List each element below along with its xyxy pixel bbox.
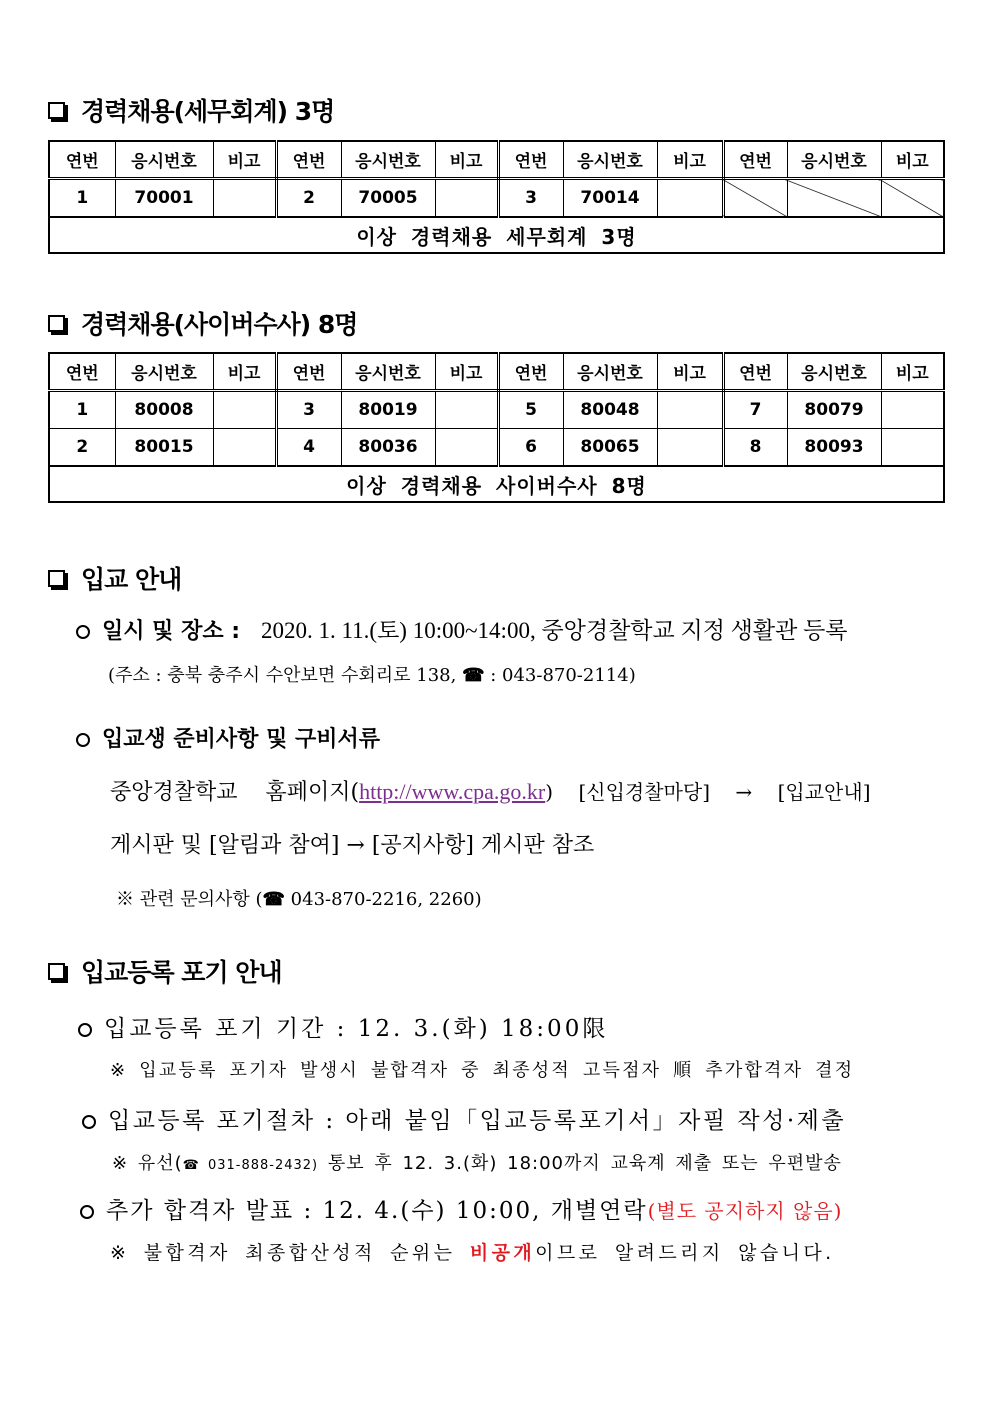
ranking-nondisclosure-note — [110, 1238, 835, 1265]
cell-no: 5 — [498, 391, 563, 429]
header-no: 연번 — [276, 353, 341, 391]
cyber-investigation-table — [48, 352, 945, 503]
table-row — [49, 179, 944, 218]
checkbox-square-icon — [48, 963, 65, 980]
cell-note — [881, 391, 944, 429]
announcement-red-note: (별도 공지하지 않음) — [647, 1199, 843, 1223]
circle-bullet-icon — [76, 733, 90, 747]
section-title-tax-accounting — [48, 92, 334, 128]
cell-note — [435, 391, 498, 429]
withdrawal-note-text: ※ 입교등록 포기자 발생시 불합격자 중 최종성적 고득점자 順 추가합격자 결정 — [110, 1060, 855, 1081]
cell-exam-id: 70001 — [115, 179, 213, 218]
cell-exam-id: 80093 — [787, 429, 881, 467]
header-exam-id: 응시번호 — [115, 141, 213, 179]
cell-note — [657, 391, 723, 429]
cell-exam-id: 80008 — [115, 391, 213, 429]
section-title-text: 경력채용(사이버수사) 8명 — [81, 310, 358, 339]
withdrawal-period-text: 입교등록 포기 기간 : 12. 3.(화) 18:00限 — [104, 1016, 609, 1042]
cell-no: 1 — [49, 391, 115, 429]
preparation-heading — [76, 722, 380, 753]
notify-deadline-text: 통보 후 12. 3.(화) 18:00까지 교육계 제출 또는 우편발송 — [318, 1153, 842, 1174]
checkbox-square-icon — [48, 102, 65, 119]
nondisclosure-highlight: 비공개 — [469, 1242, 536, 1264]
header-no: 연번 — [49, 141, 115, 179]
cell-note — [213, 391, 276, 429]
circle-bullet-icon — [82, 1115, 96, 1129]
header-exam-id: 응시번호 — [115, 353, 213, 391]
empty-slashed-cell — [723, 179, 787, 218]
header-exam-id: 응시번호 — [341, 353, 435, 391]
cell-exam-id: 80015 — [115, 429, 213, 467]
cell-no: 6 — [498, 429, 563, 467]
section-title-admission-guide — [48, 560, 181, 596]
cell-no: 3 — [498, 179, 563, 218]
empty-slashed-cell — [787, 179, 881, 218]
cell-note — [657, 179, 723, 218]
header-exam-id: 응시번호 — [787, 353, 881, 391]
phone-icon: ☎ — [462, 665, 485, 686]
cell-no: 3 — [276, 391, 341, 429]
cell-note — [435, 179, 498, 218]
homepage-instructions-line1 — [110, 775, 945, 806]
inquiry-note — [116, 885, 482, 911]
section-title-withdrawal-guide — [48, 953, 282, 989]
table-header-row — [49, 353, 944, 391]
withdrawal-procedure — [82, 1102, 846, 1135]
cell-no: 7 — [723, 391, 787, 429]
menu-path-text: ) [신입경찰마당] → [입교안내] — [545, 780, 871, 804]
cell-exam-id: 80079 — [787, 391, 881, 429]
table-row — [49, 429, 944, 467]
table-total-row — [49, 217, 944, 253]
table-header-row — [49, 141, 944, 179]
header-note: 비고 — [881, 141, 944, 179]
cell-no: 4 — [276, 429, 341, 467]
additional-pass-announcement — [80, 1192, 843, 1225]
cell-no: 2 — [49, 429, 115, 467]
ranking-note-text: ※ 불합격자 최종합산성적 순위는 — [110, 1242, 470, 1264]
announcement-text: 추가 합격자 발표 : 12. 4.(수) 10:00, 개별연락 — [106, 1198, 648, 1224]
checkbox-square-icon — [48, 315, 65, 332]
cell-exam-id: 80036 — [341, 429, 435, 467]
header-no: 연번 — [276, 141, 341, 179]
withdrawal-period-note — [110, 1056, 854, 1082]
circle-bullet-icon — [78, 1023, 92, 1037]
withdrawal-procedure-note — [112, 1149, 842, 1175]
section-title-text: 경력채용(세무회계) 3명 — [81, 97, 335, 126]
header-no: 연번 — [498, 353, 563, 391]
checkbox-square-icon — [48, 570, 65, 587]
cell-note — [657, 429, 723, 467]
cell-note — [881, 429, 944, 467]
header-note: 비고 — [657, 141, 723, 179]
inquiry-phone: 043-870-2216, 2260) — [284, 889, 482, 910]
header-exam-id: 응시번호 — [563, 141, 657, 179]
datetime-value: 2020. 1. 11.(토) 10:00~14:00, 중앙경찰학교 지정 생활관 등록 — [261, 618, 848, 643]
header-note: 비고 — [213, 353, 276, 391]
section-title-cyber-investigation — [48, 305, 357, 341]
table-row — [49, 391, 944, 429]
phone-icon: ☎ — [262, 889, 285, 910]
header-exam-id: 응시번호 — [787, 141, 881, 179]
total-summary: 이상 경력채용 세무회계 3명 — [49, 217, 944, 253]
header-note: 비고 — [435, 141, 498, 179]
phone-number: : 043-870-2114) — [490, 665, 636, 686]
cell-exam-id: 80048 — [563, 391, 657, 429]
cell-exam-id: 70005 — [341, 179, 435, 218]
header-note: 비고 — [435, 353, 498, 391]
admission-address — [108, 661, 636, 687]
section-title-text: 입교 안내 — [81, 565, 182, 594]
section-title-text: 입교등록 포기 안내 — [81, 958, 282, 987]
withdrawal-period — [78, 1010, 608, 1043]
cell-note — [435, 429, 498, 467]
total-summary: 이상 경력채용 사이버수사 8명 — [49, 466, 944, 502]
cell-no: 8 — [723, 429, 787, 467]
preparation-label: 입교생 준비사항 및 구비서류 — [102, 726, 381, 752]
header-no: 연번 — [723, 353, 787, 391]
tax-accounting-table — [48, 140, 945, 254]
phone-icon: ☎ — [182, 1158, 200, 1173]
notify-label: ※ 유선( — [112, 1153, 183, 1174]
datetime-label: 일시 및 장소 : — [102, 619, 241, 644]
cell-note — [213, 179, 276, 218]
notify-phone: 031-888-2432) — [199, 1158, 319, 1173]
header-no: 연번 — [498, 141, 563, 179]
admission-datetime-place — [76, 612, 848, 645]
inquiry-label: ※ 관련 문의사항 ( — [116, 889, 263, 910]
homepage-link[interactable]: http://www.cpa.go.kr — [359, 779, 546, 804]
homepage-instructions-line2 — [110, 828, 594, 859]
board-path-text: 게시판 및 [알림과 참여] → [공지사항] 게시판 참조 — [110, 833, 595, 858]
header-exam-id: 응시번호 — [563, 353, 657, 391]
withdrawal-procedure-text: 입교등록 포기절차 : 아래 붙임「입교등록포기서」자필 작성·제출 — [108, 1108, 847, 1134]
table-total-row — [49, 466, 944, 502]
cell-note — [213, 429, 276, 467]
header-note: 비고 — [213, 141, 276, 179]
address-text: (주소 : 충북 충주시 수안보면 수회리로 138, — [108, 665, 457, 686]
cell-exam-id: 80019 — [341, 391, 435, 429]
header-no: 연번 — [723, 141, 787, 179]
header-exam-id: 응시번호 — [341, 141, 435, 179]
homepage-text: 중앙경찰학교 홈페이지( — [110, 780, 360, 805]
cell-exam-id: 70014 — [563, 179, 657, 218]
cell-no: 2 — [276, 179, 341, 218]
empty-slashed-cell — [881, 179, 944, 218]
header-note: 비고 — [657, 353, 723, 391]
cell-exam-id: 80065 — [563, 429, 657, 467]
cell-no: 1 — [49, 179, 115, 218]
circle-bullet-icon — [80, 1205, 94, 1219]
header-no: 연번 — [49, 353, 115, 391]
circle-bullet-icon — [76, 625, 90, 639]
header-note: 비고 — [881, 353, 944, 391]
ranking-note-tail: 이므로 알려드리지 않습니다. — [535, 1242, 835, 1264]
